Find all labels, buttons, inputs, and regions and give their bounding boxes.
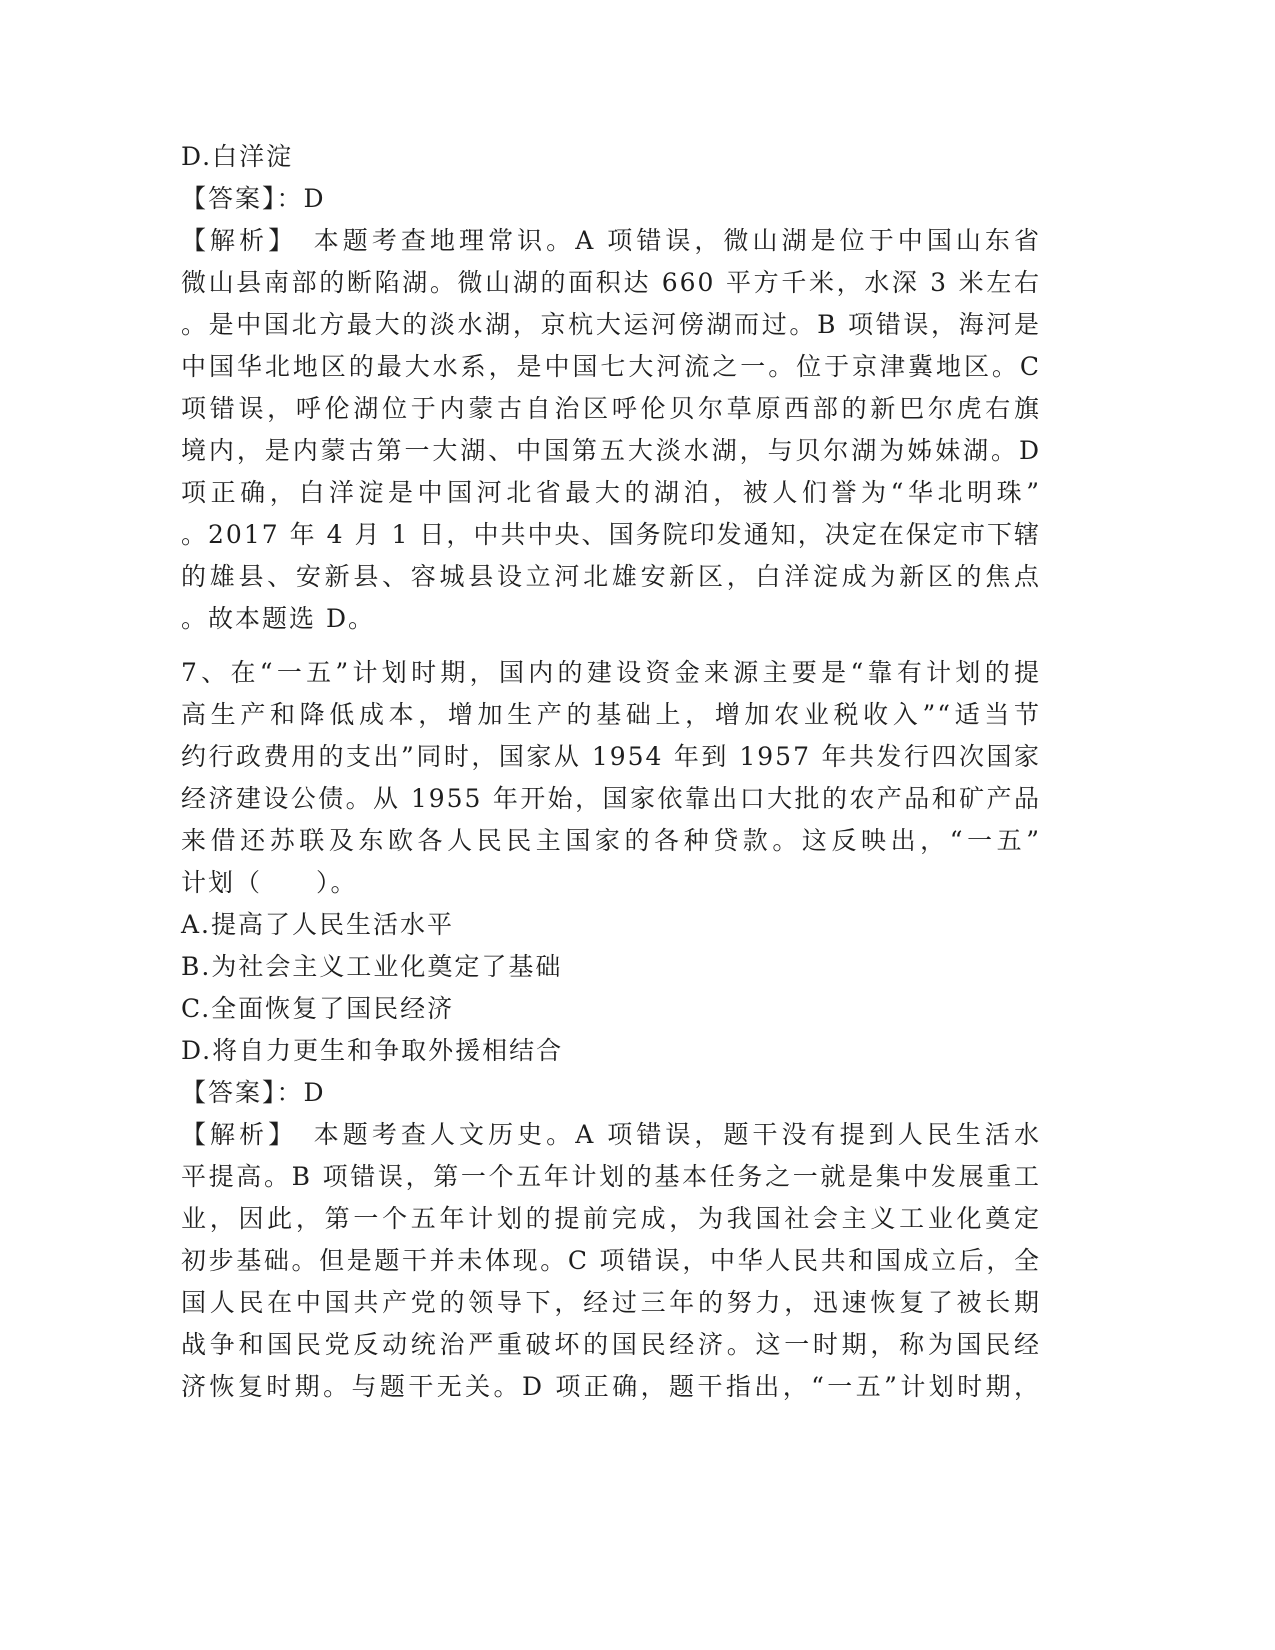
q6-analysis-line: 项错误，呼伦湖位于内蒙古自治区呼伦贝尔草原西部的新巴尔虎右旗 — [181, 394, 1041, 423]
q7-stem-line: 来借还苏联及东欧各人民民主国家的各种贷款。这反映出，“一五” — [181, 826, 1041, 855]
q7-option-c: C.全面恢复了国民经济 — [181, 994, 455, 1023]
document-page — [181, 136, 1041, 1408]
q7-stem-line: 约行政费用的支出”同时，国家从 1954 年到 1957 年共发行四次国家 — [181, 742, 1041, 771]
q6-analysis-line: 。2017 年 4 月 1 日，中共中央、国务院印发通知，决定在保定市下辖 — [181, 520, 1041, 549]
q7-stem-line: 7、在“一五”计划时期，国内的建设资金来源主要是“靠有计划的提 — [181, 658, 1041, 687]
q6-analysis-line: 的雄县、安新县、容城县设立河北雄安新区，白洋淀成为新区的焦点 — [181, 562, 1041, 591]
q7-options — [181, 904, 1041, 1072]
q7-analysis-line: 平提高。B 项错误，第一个五年计划的基本任务之一就是集中发展重工 — [181, 1162, 1041, 1191]
q6-analysis — [181, 220, 1041, 640]
q6-analysis-line: 。故本题选 D。 — [181, 604, 375, 633]
q6-answer: 【答案】：D — [181, 184, 326, 213]
q7-stem-line: 经济建设公债。从 1955 年开始，国家依靠出口大批的农产品和矿产品 — [181, 784, 1041, 813]
q6-analysis-line: 微山县南部的断陷湖。微山湖的面积达 660 平方千米，水深 3 米左右 — [181, 268, 1041, 297]
q6-option-d: D.白洋淀 — [181, 142, 294, 171]
q6-analysis-line: 中国华北地区的最大水系，是中国七大河流之一。位于京津冀地区。C — [181, 352, 1041, 381]
q7-answer: 【答案】：D — [181, 1078, 326, 1107]
q6-analysis-line: 。是中国北方最大的淡水湖，京杭大运河傍湖而过。B 项错误，海河是 — [181, 310, 1041, 339]
q7-option-d: D.将自力更生和争取外援相结合 — [181, 1036, 564, 1065]
q7-stem — [181, 652, 1041, 904]
q7-analysis-line: 国人民在中国共产党的领导下，经过三年的努力，迅速恢复了被长期 — [181, 1288, 1041, 1317]
q7-analysis-line: 业，因此，第一个五年计划的提前完成，为我国社会主义工业化奠定 — [181, 1204, 1041, 1233]
q7-analysis-line: 济恢复时期。与题干无关。D 项正确，题干指出，“一五”计划时期， — [181, 1372, 1041, 1401]
q6-analysis-line: 【解析】 本题考查地理常识。A 项错误，微山湖是位于中国山东省 — [181, 226, 1041, 255]
q6-analysis-line: 项正确，白洋淀是中国河北省最大的湖泊，被人们誉为“华北明珠” — [181, 478, 1041, 507]
q7-stem-line: 高生产和降低成本，增加生产的基础上，增加农业税收入”“适当节 — [181, 700, 1041, 729]
q7-analysis-line: 战争和国民党反动统治严重破坏的国民经济。这一时期，称为国民经 — [181, 1330, 1041, 1359]
q7-analysis — [181, 1114, 1041, 1408]
q7-option-b: B.为社会主义工业化奠定了基础 — [181, 952, 563, 981]
q7-option-a: A.提高了人民生活水平 — [181, 910, 455, 939]
q7-stem-line: 计划（ ）。 — [181, 868, 358, 897]
q6-analysis-line: 境内，是内蒙古第一大湖、中国第五大淡水湖，与贝尔湖为姊妹湖。D — [181, 436, 1041, 465]
q7-analysis-line: 【解析】 本题考查人文历史。A 项错误，题干没有提到人民生活水 — [181, 1120, 1041, 1149]
q7-analysis-line: 初步基础。但是题干并未体现。C 项错误，中华人民共和国成立后，全 — [181, 1246, 1041, 1275]
question-spacer — [181, 640, 1041, 652]
